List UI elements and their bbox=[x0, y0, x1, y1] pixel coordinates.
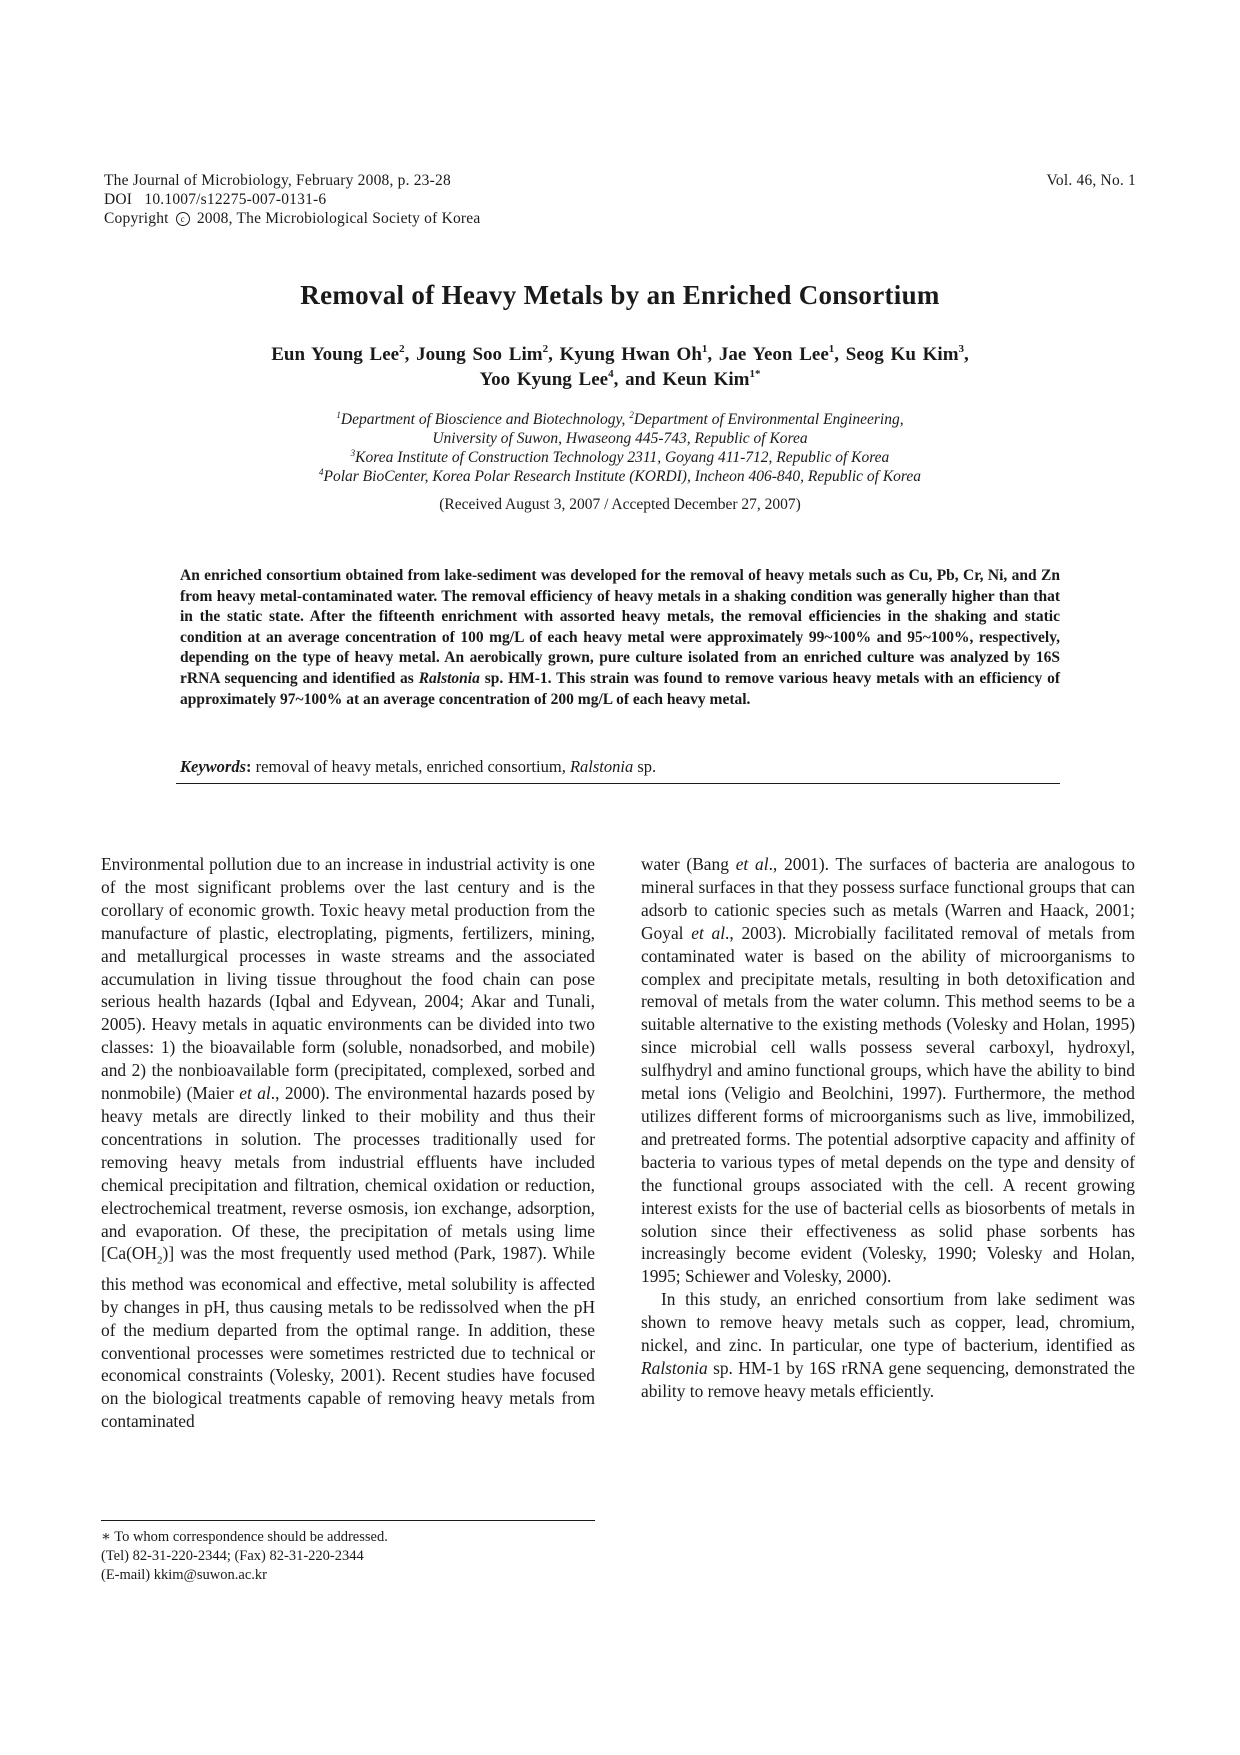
body-column-left bbox=[101, 853, 595, 1433]
affiliation-line: University of Suwon, Hwaseong 445-743, Republic of Korea bbox=[432, 430, 808, 447]
journal-citation: The Journal of Microbiology, February 2008, p. 23-28 bbox=[104, 172, 451, 189]
body-column-right bbox=[641, 853, 1135, 1403]
author: Kyung Hwan Oh$^1$, bbox=[559, 343, 719, 365]
keywords-divider bbox=[176, 783, 1060, 784]
footnote-phone: (Tel) 82-31-220-2344; (Fax) 82-31-220-2344 bbox=[101, 1548, 364, 1564]
affiliation-line: $^1$Department of Bioscience and Biotechnology, $^2$Department of Environmental Engineering, bbox=[336, 410, 904, 428]
keywords-label: Keywords bbox=[180, 757, 246, 776]
doi-value: 10.1007/s12275-007-0131-6 bbox=[144, 191, 327, 208]
body-paragraph: In this study, an enriched consortium from lake sediment was shown to remove heavy metals such as copper, lead, chromium, nickel, and zinc. In particular, one type of bacterium, identified as Ralstonia sp. HM-1 by 16S rRNA gene sequencing, demonstrated the ability to remove heavy metals efficiently. bbox=[641, 1289, 1135, 1401]
keywords: Keywords: removal of heavy metals, enriched consortium, Ralstonia sp. bbox=[180, 757, 657, 776]
body-paragraph: Environmental pollution due to an increase in industrial activity is one of the most significant problems over the last century and is the corollary of economic growth. Toxic heavy metal production from the manufacture of plastic, electroplating, pigments, fertilizers, mining, and metallurgical processes in waste streams and the associated accumulation in living tissue throughout the food chain can pose serious health hazards (Iqbal and Edyvean, 2004; Akar and Tunali, 2005). Heavy metals in aquatic environments can be divided into two classes: 1) the bioavailable form (soluble, nonadsorbed, and mobile) and 2) the nonbioavailable form (precipitated, complexed, sorbed and nonmobile) (Maier et al., 2000). The environmental hazards posed by heavy metals are directly linked to their mobility and thus their concentrations in solution. The processes traditionally used for removing heavy metals from industrial effluents have included chemical precipitation and filtration, chemical oxidation or reduction, electrochemical treatment, reverse osmosis, ion exchange, adsorption, and evaporation. Of these, the precipitation of metals using lime $[Ca(OH_2)]$ was the most frequently used method (Park, 1987). While this method was economical and effective, metal solubility is affected by changes in pH, thus causing metals to be redissolved when the pH of the medium departed from the optimal range. In addition, these conventional processes were sometimes restricted due to technical or economical constraints (Volesky, 2001). Recent studies have focused on the biological treatments capable of removing heavy metals from contaminated bbox=[101, 854, 595, 1432]
author: Yoo Kyung Lee$^4$, and bbox=[479, 368, 663, 390]
journal-header bbox=[104, 171, 480, 228]
footnote-divider bbox=[101, 1520, 595, 1521]
author: Jae Yeon Lee$^1$, bbox=[718, 343, 846, 365]
copyright-text: 2008, The Microbiological Society of Korea bbox=[196, 210, 481, 227]
copyright-line bbox=[104, 209, 480, 228]
body-paragraph: water (Bang et al., 2001). The surfaces of bacteria are analogous to mineral surfaces in that they possess surface functional groups that can adsorb to cationic species such as metals (Warren and Haack, 2001; Goyal et al., 2003). Microbially facilitated removal of metals from contaminated water is based on the ability of microorganisms to complex and precipitate metals, resulting in both detoxification and removal of metals from the water column. This method seems to be a suitable alternative to the existing methods (Volesky and Holan, 1995) since microbial cell walls possess several carboxyl, hydroxyl, sulfhydryl and amino functional groups, which have the ability to bind metal ions (Veligio and Beolchini, 1997). Furthermore, the method utilizes different forms of microorganisms such as live, immobilized, and pretreated forms. The potential adsorptive capacity and affinity of bacteria to various types of metal depends on the type and density of the functional groups associated with the cell. A recent growing interest exists for the use of bacterial cells as biosorbents of metals in solution since their effectiveness as solid phase sorbents has increasingly become evident (Volesky, 1990; Volesky and Holan, 1995; Schiewer and Volesky, 2000). bbox=[641, 854, 1135, 1287]
author: Joung Soo Lim$^2$, bbox=[416, 343, 560, 365]
author: Keun Kim$^{1*}$ bbox=[662, 368, 761, 390]
correspondence-footnote bbox=[101, 1528, 595, 1585]
footnote-line: ∗ To whom correspondence should be addressed. bbox=[101, 1529, 388, 1545]
volume-issue: Vol. 46, No. 1 bbox=[1046, 172, 1136, 189]
copyright-icon: c bbox=[176, 212, 190, 226]
author: Seog Ku Kim$^3$, bbox=[845, 343, 969, 365]
received-dates: (Received August 3, 2007 / Accepted December 27, 2007) bbox=[439, 496, 801, 513]
affiliation-line: $^3$Korea Institute of Construction Technology 2311, Goyang 411-712, Republic of Korea bbox=[350, 448, 890, 466]
affiliation-line: $^4$Polar BioCenter, Korea Polar Research Institute (KORDI), Incheon 406-840, Republic of Korea bbox=[318, 467, 921, 485]
affiliations bbox=[140, 410, 1100, 486]
abstract: An enriched consortium obtained from lake-sediment was developed for the removal of heavy metals such as Cu, Pb, Cr, Ni, and Zn from heavy metal-contaminated water. The removal efficiency of heavy metals in a shaking condition was generally higher than that in the static state. After the fifteenth enrichment with assorted heavy metals, the removal efficiencies in the shaking and static condition at an average concentration of 100 mg/L of each heavy metal were approximately 99~100% and 95~100%, respectively, depending on the type of heavy metal. An aerobically grown, pure culture isolated from an enriched culture was analyzed by 16S rRNA sequencing and identified as Ralstonia sp. HM-1. This strain was found to remove various heavy metals with an efficiency of approximately 97~100% at an average concentration of 200 mg/L of each heavy metal. bbox=[180, 567, 1061, 708]
footnote-email: (E-mail) kkim@suwon.ac.kr bbox=[101, 1567, 267, 1583]
copyright-label: Copyright bbox=[104, 210, 169, 227]
doi-label: DOI bbox=[104, 191, 133, 208]
author-list bbox=[140, 342, 1100, 392]
paper-title: Removal of Heavy Metals by an Enriched Consortium bbox=[300, 280, 940, 310]
doi-line bbox=[104, 190, 480, 209]
author: Eun Young Lee$^2$, bbox=[271, 343, 417, 365]
